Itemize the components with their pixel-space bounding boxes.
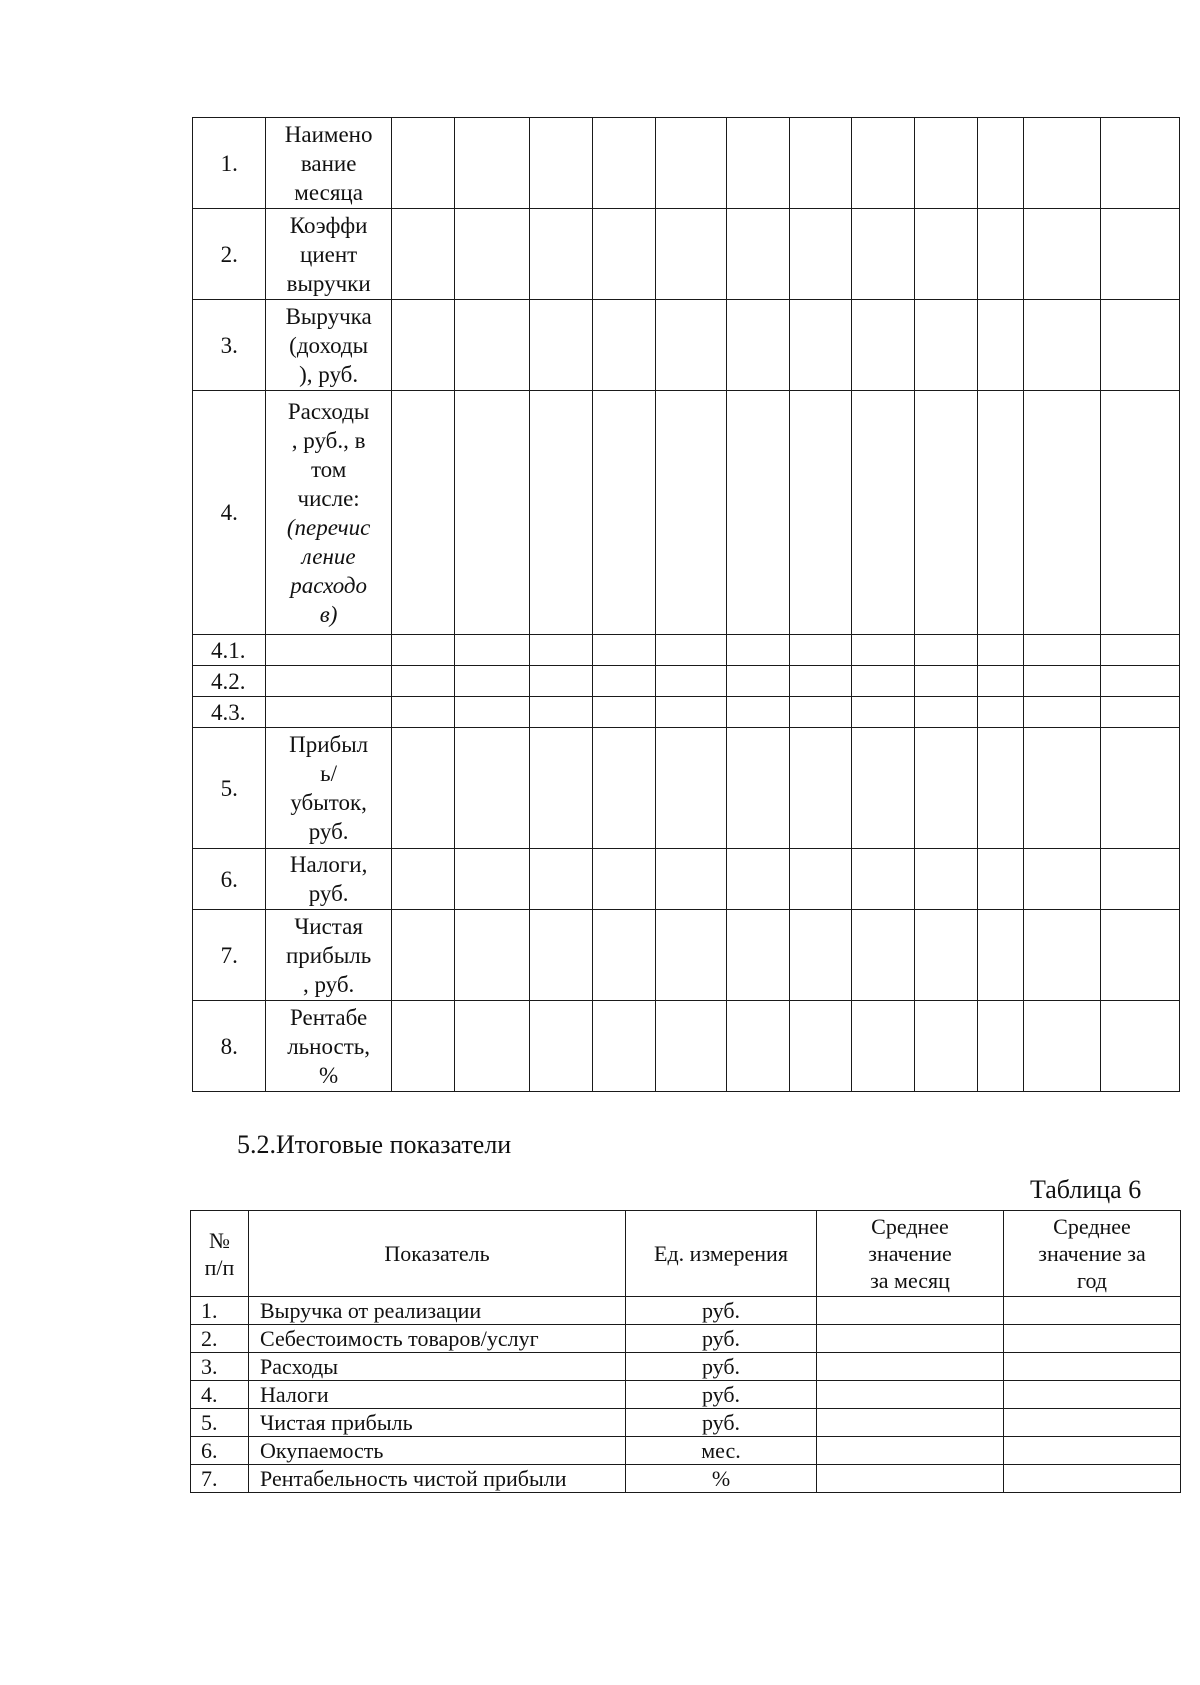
month-value-cell (915, 666, 978, 697)
month-value-cell (592, 849, 655, 910)
month-value-cell (530, 635, 593, 666)
month-value-cell (726, 697, 789, 728)
row-number: 5. (193, 728, 266, 849)
month-value-cell (1023, 209, 1101, 300)
month-value-cell (1023, 300, 1101, 391)
month-value-cell (977, 118, 1023, 209)
indicator-name: Себестоимость товаров/услуг (249, 1325, 626, 1353)
avg-year-value (1004, 1437, 1181, 1465)
row-label (266, 910, 392, 1001)
row-label-italic-line: ление (301, 543, 356, 569)
month-value-cell (852, 728, 915, 849)
row-number: 8. (193, 1001, 266, 1092)
month-value-cell (655, 118, 726, 209)
avg-year-value (1004, 1409, 1181, 1437)
row-label-line: Наимено (284, 121, 373, 147)
month-value-cell (391, 849, 454, 910)
avg-month-value (817, 1353, 1004, 1381)
month-value-cell (726, 849, 789, 910)
month-value-cell (915, 910, 978, 1001)
row-label-line: числе: (297, 485, 360, 511)
avg-month-value (817, 1325, 1004, 1353)
month-value-cell (655, 635, 726, 666)
month-value-cell (592, 300, 655, 391)
month-value-cell (391, 728, 454, 849)
avg-year-value (1004, 1465, 1181, 1493)
row-number: 3. (191, 1353, 249, 1381)
monthly-table-row (193, 300, 1180, 391)
monthly-table-row (193, 635, 1180, 666)
row-label (266, 728, 392, 849)
header-avg-month-line: значение (868, 1241, 952, 1266)
totals-table-row (191, 1353, 1181, 1381)
month-value-cell (655, 910, 726, 1001)
header-avg-month-line: за месяц (870, 1268, 950, 1293)
month-value-cell (852, 209, 915, 300)
month-value-cell (391, 635, 454, 666)
month-value-cell (852, 849, 915, 910)
row-label-italic-line: расходо (290, 572, 368, 598)
row-label-line: Коэффи (289, 212, 368, 238)
month-value-cell (454, 728, 530, 849)
month-value-cell (655, 728, 726, 849)
header-avg-year-line: год (1076, 1268, 1108, 1293)
row-label-line: Налоги, (289, 852, 368, 877)
month-value-cell (1023, 728, 1101, 849)
indicator-name: Расходы (249, 1353, 626, 1381)
month-value-cell (454, 1001, 530, 1092)
header-avg-month-line: Среднее (871, 1214, 949, 1239)
indicator-name: Выручка от реализации (249, 1297, 626, 1325)
row-number: 1. (191, 1297, 249, 1325)
month-value-cell (454, 391, 530, 635)
month-value-cell (592, 910, 655, 1001)
row-label (266, 697, 392, 728)
row-number: 6. (191, 1437, 249, 1465)
month-value-cell (726, 300, 789, 391)
row-label-line: вание (300, 150, 357, 176)
row-label-line: том (310, 456, 347, 482)
month-value-cell (977, 910, 1023, 1001)
month-value-cell (852, 635, 915, 666)
row-label (266, 209, 392, 300)
monthly-table-row (193, 1001, 1180, 1092)
header-avg-year-line: Среднее (1053, 1214, 1131, 1239)
row-label-line: месяца (294, 179, 363, 205)
month-value-cell (655, 666, 726, 697)
row-number: 4.1. (193, 635, 266, 666)
month-value-cell (530, 1001, 593, 1092)
month-value-cell (454, 118, 530, 209)
month-value-cell (1101, 391, 1180, 635)
totals-header-row (191, 1211, 1181, 1297)
month-value-cell (530, 209, 593, 300)
row-number: 2. (191, 1325, 249, 1353)
month-value-cell (592, 1001, 655, 1092)
row-label-line: (доходы (289, 332, 369, 358)
row-label-line: циент (300, 241, 358, 267)
month-value-cell (391, 697, 454, 728)
month-value-cell (454, 666, 530, 697)
monthly-table-row (193, 391, 1180, 635)
month-value-cell (655, 209, 726, 300)
month-value-cell (1101, 1001, 1180, 1092)
month-value-cell (454, 849, 530, 910)
monthly-table-row (193, 209, 1180, 300)
month-value-cell (1023, 635, 1101, 666)
month-value-cell (789, 391, 852, 635)
month-value-cell (977, 666, 1023, 697)
month-value-cell (592, 666, 655, 697)
month-value-cell (915, 1001, 978, 1092)
month-value-cell (1101, 849, 1180, 910)
month-value-cell (592, 697, 655, 728)
month-value-cell (915, 635, 978, 666)
row-label-line: Рентабе (290, 1004, 368, 1030)
row-label-line: выручки (286, 270, 371, 296)
month-value-cell (1101, 910, 1180, 1001)
row-number: 6. (193, 849, 266, 910)
month-value-cell (977, 209, 1023, 300)
month-value-cell (789, 666, 852, 697)
table-caption: Таблица 6 (1030, 1175, 1142, 1204)
row-label (266, 1001, 392, 1092)
month-value-cell (789, 728, 852, 849)
row-label-line: Чистая (294, 913, 363, 939)
month-value-cell (726, 391, 789, 635)
month-value-cell (726, 209, 789, 300)
month-value-cell (391, 300, 454, 391)
month-value-cell (454, 209, 530, 300)
month-value-cell (977, 728, 1023, 849)
indicator-name: Налоги (249, 1381, 626, 1409)
month-value-cell (391, 910, 454, 1001)
unit-of-measure: руб. (626, 1297, 817, 1325)
row-label (266, 118, 392, 209)
header-avg-year (1004, 1211, 1181, 1297)
avg-year-value (1004, 1353, 1181, 1381)
row-number: 1. (193, 118, 266, 209)
month-value-cell (915, 209, 978, 300)
month-value-cell (1023, 118, 1101, 209)
row-label (266, 300, 392, 391)
month-value-cell (852, 666, 915, 697)
month-value-cell (726, 118, 789, 209)
month-value-cell (1023, 697, 1101, 728)
month-value-cell (592, 391, 655, 635)
row-label (266, 635, 392, 666)
month-value-cell (852, 910, 915, 1001)
month-value-cell (391, 666, 454, 697)
unit-of-measure: руб. (626, 1325, 817, 1353)
month-value-cell (1101, 666, 1180, 697)
month-value-cell (726, 728, 789, 849)
row-number: 3. (193, 300, 266, 391)
row-label-line: , руб., в (291, 427, 366, 453)
row-label (266, 391, 392, 635)
month-value-cell (726, 910, 789, 1001)
month-value-cell (1101, 118, 1180, 209)
row-number: 7. (193, 910, 266, 1001)
monthly-table-row (193, 849, 1180, 910)
avg-month-value (817, 1465, 1004, 1493)
month-value-cell (1023, 391, 1101, 635)
month-value-cell (977, 697, 1023, 728)
month-value-cell (530, 728, 593, 849)
month-value-cell (789, 1001, 852, 1092)
month-value-cell (530, 849, 593, 910)
month-value-cell (915, 391, 978, 635)
unit-of-measure: % (626, 1465, 817, 1493)
month-value-cell (592, 118, 655, 209)
avg-year-value (1004, 1381, 1181, 1409)
totals-table-row (191, 1381, 1181, 1409)
month-value-cell (391, 118, 454, 209)
month-value-cell (1023, 1001, 1101, 1092)
month-value-cell (726, 666, 789, 697)
month-value-cell (726, 1001, 789, 1092)
month-value-cell (1101, 697, 1180, 728)
row-label-line: руб. (308, 881, 349, 906)
month-value-cell (1023, 666, 1101, 697)
month-value-cell (852, 391, 915, 635)
row-label-line: убыток, (290, 790, 367, 815)
monthly-financial-table (192, 117, 1180, 1092)
row-label-line: Расходы (287, 398, 370, 424)
month-value-cell (915, 697, 978, 728)
row-label-line: льность, (287, 1033, 371, 1059)
month-value-cell (726, 635, 789, 666)
month-value-cell (391, 209, 454, 300)
month-value-cell (977, 391, 1023, 635)
month-value-cell (592, 209, 655, 300)
row-number: 5. (191, 1409, 249, 1437)
month-value-cell (592, 635, 655, 666)
indicator-name: Рентабельность чистой прибыли (249, 1465, 626, 1493)
month-value-cell (655, 849, 726, 910)
month-value-cell (530, 118, 593, 209)
month-value-cell (852, 118, 915, 209)
month-value-cell (391, 391, 454, 635)
month-value-cell (391, 1001, 454, 1092)
month-value-cell (655, 1001, 726, 1092)
month-value-cell (530, 910, 593, 1001)
avg-month-value (817, 1437, 1004, 1465)
monthly-table-row (193, 910, 1180, 1001)
month-value-cell (1101, 728, 1180, 849)
month-value-cell (1101, 209, 1180, 300)
row-label (266, 849, 392, 910)
unit-of-measure: мес. (626, 1437, 817, 1465)
month-value-cell (655, 300, 726, 391)
month-value-cell (852, 697, 915, 728)
month-value-cell (915, 300, 978, 391)
row-label-line: Прибыл (289, 732, 369, 757)
month-value-cell (977, 1001, 1023, 1092)
row-label-line: % (319, 1062, 339, 1088)
month-value-cell (530, 300, 593, 391)
month-value-cell (915, 118, 978, 209)
unit-of-measure: руб. (626, 1353, 817, 1381)
row-label-italic-line: в) (319, 601, 338, 627)
month-value-cell (789, 849, 852, 910)
row-label-italic-line: (перечис (286, 514, 371, 540)
month-value-cell (789, 697, 852, 728)
totals-table-row (191, 1437, 1181, 1465)
month-value-cell (1023, 910, 1101, 1001)
header-avg-month (817, 1211, 1004, 1297)
month-value-cell (789, 635, 852, 666)
month-value-cell (454, 300, 530, 391)
unit-of-measure: руб. (626, 1409, 817, 1437)
month-value-cell (530, 697, 593, 728)
monthly-table-row (193, 118, 1180, 209)
indicator-name: Окупаемость (249, 1437, 626, 1465)
month-value-cell (592, 728, 655, 849)
month-value-cell (1101, 635, 1180, 666)
header-avg-year-line: значение за (1038, 1241, 1146, 1266)
avg-month-value (817, 1409, 1004, 1437)
month-value-cell (1101, 300, 1180, 391)
monthly-table-row (193, 728, 1180, 849)
month-value-cell (655, 391, 726, 635)
totals-table-row (191, 1465, 1181, 1493)
section-heading: 5.2.Итоговые показатели (237, 1130, 512, 1159)
month-value-cell (852, 300, 915, 391)
header-unit: Ед. измерения (626, 1211, 817, 1297)
month-value-cell (530, 391, 593, 635)
avg-month-value (817, 1297, 1004, 1325)
row-number: 4.3. (193, 697, 266, 728)
month-value-cell (977, 635, 1023, 666)
month-value-cell (977, 300, 1023, 391)
month-value-cell (530, 666, 593, 697)
row-label (266, 666, 392, 697)
row-number: 2. (193, 209, 266, 300)
row-number: 7. (191, 1465, 249, 1493)
row-number: 4. (191, 1381, 249, 1409)
month-value-cell (1023, 849, 1101, 910)
month-value-cell (789, 300, 852, 391)
avg-month-value (817, 1381, 1004, 1409)
monthly-table-row (193, 697, 1180, 728)
month-value-cell (454, 697, 530, 728)
month-value-cell (915, 728, 978, 849)
header-num (191, 1211, 249, 1297)
month-value-cell (655, 697, 726, 728)
monthly-table-row (193, 666, 1180, 697)
row-label-line: Выручка (285, 303, 372, 329)
indicator-name: Чистая прибыль (249, 1409, 626, 1437)
header-indicator: Показатель (249, 1211, 626, 1297)
avg-year-value (1004, 1297, 1181, 1325)
month-value-cell (789, 209, 852, 300)
header-num-line: № (209, 1227, 230, 1253)
unit-of-measure: руб. (626, 1381, 817, 1409)
month-value-cell (454, 910, 530, 1001)
totals-table-row (191, 1325, 1181, 1353)
avg-year-value (1004, 1325, 1181, 1353)
row-number: 4.2. (193, 666, 266, 697)
row-label-line: прибыль (286, 942, 372, 968)
row-number: 4. (193, 391, 266, 635)
month-value-cell (852, 1001, 915, 1092)
header-num-line: п/п (204, 1254, 235, 1280)
month-value-cell (977, 849, 1023, 910)
month-value-cell (454, 635, 530, 666)
totals-table-row (191, 1297, 1181, 1325)
totals-table (190, 1210, 1181, 1493)
month-value-cell (789, 118, 852, 209)
month-value-cell (789, 910, 852, 1001)
row-label-line: руб. (308, 819, 349, 844)
row-label-line: ь/ (320, 761, 338, 786)
totals-table-row (191, 1409, 1181, 1437)
row-label-line: ), руб. (299, 361, 359, 387)
month-value-cell (915, 849, 978, 910)
row-label-line: , руб. (302, 971, 355, 997)
